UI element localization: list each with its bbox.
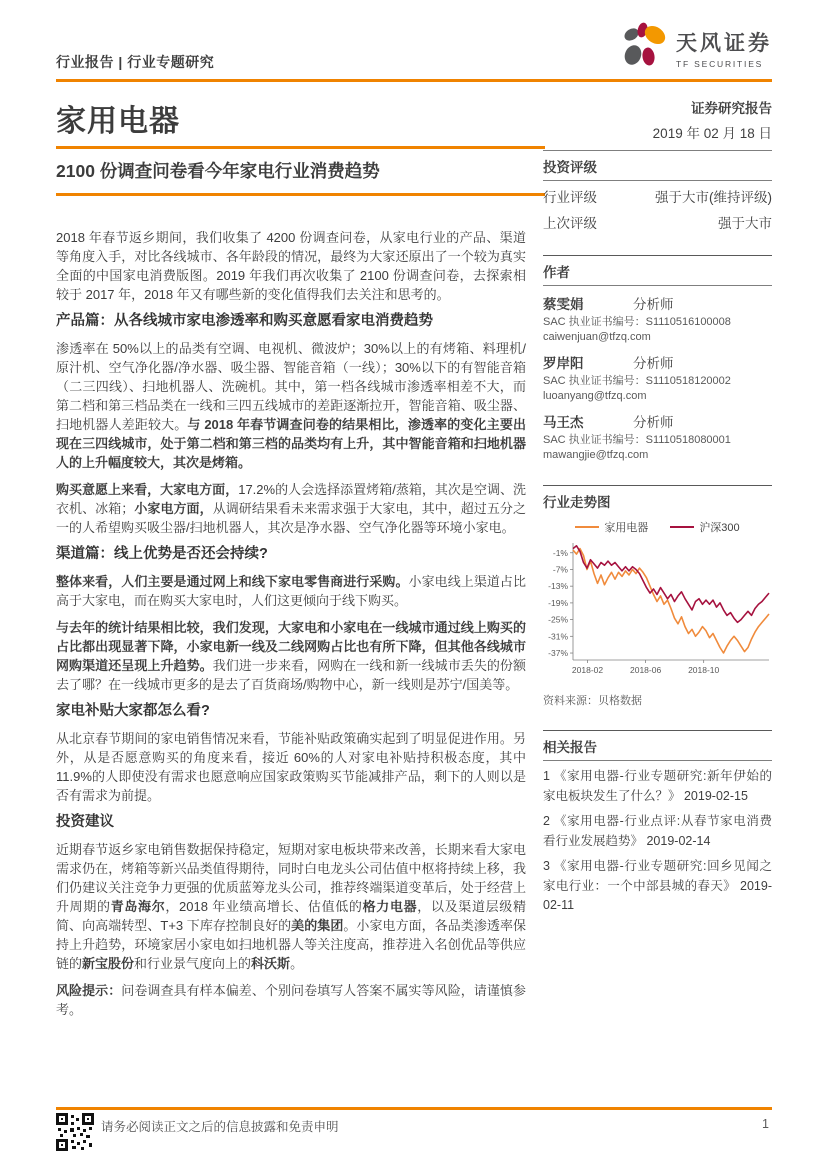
author-role: 分析师	[633, 356, 674, 371]
legend-label: 家用电器	[604, 522, 649, 534]
trend-chart-svg	[543, 537, 772, 677]
text-run: 小家电线上渠道占比高于大家电，而在购买大家电时，人们这更倾向于线下购买。	[56, 574, 526, 608]
author-head	[543, 352, 772, 372]
author-head	[543, 293, 772, 313]
author-cert: SAC 执业证书编号：S1110518080001	[543, 434, 731, 446]
legend-swatch-icon	[575, 526, 599, 528]
text-run: 。小家电方面，各品类渗透率保持上升趋势，环境家居小家电如扫地机器人等关注度高，推荐进入名创优品等供应链的	[56, 918, 526, 971]
paragraph	[56, 572, 526, 610]
author-name: 马王杰	[543, 415, 584, 430]
paragraph	[56, 981, 526, 1019]
bold-run: 青岛海尔	[110, 899, 166, 914]
author-cert: SAC 执业证书编号：S1110516100008	[543, 316, 731, 328]
rating-row	[543, 207, 772, 233]
section-heading: 产品篇：从各线城市家电渗透率和购买意愿看家电消费趋势	[56, 313, 433, 329]
svg-text:-7%: -7%	[552, 564, 568, 575]
text-run: 17.2%的人会选择添置烤箱/蒸箱，其次是空调、洗衣机、冰箱；	[56, 482, 526, 516]
report-type-label: 证券研究报告	[691, 101, 772, 116]
section-heading: 家电补贴大家都怎么看?	[56, 703, 210, 719]
report-subtitle: 2100 份调查问卷看今年家电行业消费趋势	[56, 161, 380, 181]
authors-list	[543, 293, 772, 463]
trend-section	[543, 485, 772, 708]
text-run: ，2018 年业绩高增长、估值低的	[165, 899, 363, 914]
author-cert: SAC 执业证书编号：S1110518120002	[543, 375, 731, 387]
author-entry	[543, 352, 772, 404]
section-heading: 渠道篇：线上优势是否还会持续?	[56, 546, 268, 562]
text-run: 从调研结果看未来需求强于大家电，其中，超过五分之一的人希望购买吸尘器/扫地机器人，其次是净水器、空气净化器等环境小家电。	[56, 501, 526, 535]
trend-chart-plot	[543, 537, 772, 680]
rating-rows	[543, 181, 772, 233]
text-run: ，以及渠道层级精简、向高端转型、T+3 下库存控制良好的	[56, 899, 526, 933]
section-heading: 投资建议	[56, 814, 114, 830]
bold-run: 风险提示：	[56, 983, 122, 998]
svg-text:-13%: -13%	[548, 581, 568, 592]
svg-text:-31%: -31%	[548, 631, 568, 642]
footer-rule	[56, 1107, 772, 1110]
authors-section-title: 作者	[543, 256, 772, 286]
svg-text:2018-10: 2018-10	[688, 665, 720, 675]
trend-line-沪深300	[573, 546, 769, 623]
author-role: 分析师	[633, 297, 674, 312]
authors-section	[543, 255, 772, 463]
svg-text:-1%: -1%	[552, 547, 568, 558]
author-head	[543, 411, 772, 431]
bold-run: 新宝股份	[82, 956, 135, 971]
trend-chart	[543, 519, 772, 680]
topbar-category: 行业报告 | 行业专题研究	[56, 54, 215, 70]
brand-logo	[621, 22, 772, 74]
text-run: 和行业景气度向上的	[134, 956, 252, 971]
bold-run: 与 2018 年春节调查问卷的结果相比，渗透率的变化主要出现在三四线城市，处于第二档和第三档的品类均有上升，其中智能音箱和扫地机器人的上升幅度较大，其次是烤箱。	[56, 417, 526, 470]
bold-run: 格力电器	[362, 899, 418, 914]
logo-flower-icon	[621, 22, 668, 74]
trend-section-title: 行业走势图	[543, 495, 611, 510]
legend-item	[575, 519, 648, 535]
author-entry	[543, 411, 772, 463]
svg-text:2018-06: 2018-06	[629, 665, 662, 675]
paragraph	[56, 729, 526, 805]
author-email: caiwenjuan@tfzq.com	[543, 331, 651, 343]
subtitle-rule-bottom	[56, 193, 545, 196]
related-item-date: 2019-02-11	[543, 878, 772, 912]
author-entry	[543, 293, 772, 345]
paragraph	[56, 618, 526, 694]
text-run: 近期春节返乡家电销售数据保持稳定，短期对家电板块带来改善，长期来看大家电需求仍在，烤箱等新兴品类值得期待，同时白电龙头公司估值中枢将持续上移，我们仍建议关注竞争力更强的优质蓝筹龙头公司，推荐终端渠道变革后，处于经营上升周期的	[56, 842, 526, 914]
paragraph	[56, 840, 526, 973]
text-run: 。	[290, 956, 304, 971]
logo-brand-en: TF SECURITIES	[676, 59, 764, 69]
legend-label: 沪深300	[699, 522, 740, 534]
footer-disclaimer: 请务必阅读正文之后的信息披露和免责申明	[101, 1120, 339, 1134]
qr-code	[56, 1113, 94, 1156]
bold-run: 与去年的统计结果相比较，我们发现，大家电和小家电在一线城市通过线上购买的占比都出现显著下降，小家电新一线及二线网购占比也有所下降，但其他各线城市网购渠道还呈现上升趋势。	[56, 620, 526, 673]
bold-run: 购买意愿上来看，大家电方面，	[56, 482, 239, 497]
rating-section-title: 投资评级	[543, 151, 772, 181]
related-item-date: 2019-02-15	[683, 788, 748, 803]
author-name: 蔡雯娟	[543, 297, 584, 312]
trend-chart-legend	[543, 519, 772, 535]
text-run: 问卷调查具有样本偏差、个别问卷填写人答案不属实等风险，请谨慎参考。	[56, 983, 526, 1017]
related-item-title: 1 《家用电器-行业专题研究:新年伊始的家电板块发生了什么？》	[543, 769, 772, 803]
text-run: 2018 年春节返乡期间，我们收集了 4200 份调查问卷，从家电行业的产品、渠道等角度入手，对比各线城市、各年龄段的情况，最终为大家还原出了一个较为真实全面的中国家电消费版图。2019 年我们再次收集了 2100 份调查问卷，去探索相较于 2017 年，2018 年又有哪些新的变化值得我们去关注和思考的。	[56, 230, 526, 302]
svg-text:-19%: -19%	[548, 597, 568, 608]
related-item-title: 3 《家用电器-行业专题研究:回乡见闻之家电行业：一个中部县城的春天》	[543, 859, 772, 893]
rating-row	[543, 181, 772, 207]
header-rule	[56, 79, 772, 82]
related-item-date: 2019-02-14	[646, 833, 711, 848]
legend-swatch-icon	[670, 526, 694, 528]
trend-source: 资料来源：贝格数据	[543, 695, 642, 707]
author-name: 罗岸阳	[543, 356, 584, 371]
rating-label: 上次评级	[543, 216, 597, 231]
bold-run: 小家电方面，	[134, 501, 213, 516]
right-column	[543, 97, 772, 916]
report-date: 2019 年 02 月 18 日	[543, 122, 772, 151]
related-item	[543, 857, 772, 916]
page-number: 1	[762, 1117, 769, 1131]
rating-value: 强于大市(维持评级)	[655, 190, 772, 205]
related-section-title: 相关报告	[543, 731, 772, 761]
text-run: 我们进一步来看，网购在一线和新一线城市丢失的份额去了哪？在一线城市更多的是去了百货商场/购物中心，新一线则是苏宁/国美等。	[56, 658, 526, 692]
author-email: mawangjie@tfzq.com	[543, 449, 649, 461]
rating-value: 强于大市	[718, 216, 772, 231]
subtitle-block	[56, 146, 545, 196]
author-role: 分析师	[633, 415, 674, 430]
legend-item	[670, 519, 739, 535]
bold-run: 整体来看，人们主要是通过网上和线下家电零售商进行采购。	[56, 574, 409, 589]
rating-section	[543, 151, 772, 233]
logo-brand-cn: 天风证券	[676, 32, 772, 55]
text-run: 渗透率在 50%以上的品类有空调、电视机、微波炉；30%以上的有烤箱、料理机/原汁机、空气净化器/净水器、吸尘器、智能音箱（一线）；30%以下的有智能音箱（二三四线）、扫地机器人、洗碗机。其中，第一档各线城市渗透率相差不大，而第二档和第三档品类在一线和三四五线城市的差距逐渐拉开，智能音箱、吸尘器、扫地机器人差距较大。	[56, 341, 526, 432]
paragraph	[56, 480, 526, 537]
paragraph	[56, 339, 526, 472]
related-item-title: 2 《家用电器-行业点评:从春节家电消费看行业发展趋势》	[543, 814, 772, 848]
svg-text:2018-02: 2018-02	[571, 665, 604, 675]
author-email: luoanyang@tfzq.com	[543, 390, 647, 402]
bold-run: 科沃斯	[251, 956, 291, 971]
bold-run: 美的集团	[291, 918, 344, 933]
svg-text:-37%: -37%	[548, 648, 568, 659]
report-title: 家用电器	[56, 105, 180, 138]
body-column	[56, 228, 526, 1027]
related-list	[543, 767, 772, 916]
svg-text:-25%: -25%	[548, 614, 568, 625]
rating-label: 行业评级	[543, 190, 597, 205]
related-section	[543, 730, 772, 916]
text-run: 从北京春节期间的家电销售情况来看，节能补贴政策确实起到了明显促进作用。另外，从是否愿意购买的角度来看，接近 60%的人对家电补贴持积极态度，其中 11.9%的人即使没有需求也愿意响应国家政策购买节能减排产品，剩下的人则以是否有需求为前提。	[56, 731, 526, 803]
related-item	[543, 812, 772, 851]
paragraph	[56, 228, 526, 304]
related-item	[543, 767, 772, 806]
